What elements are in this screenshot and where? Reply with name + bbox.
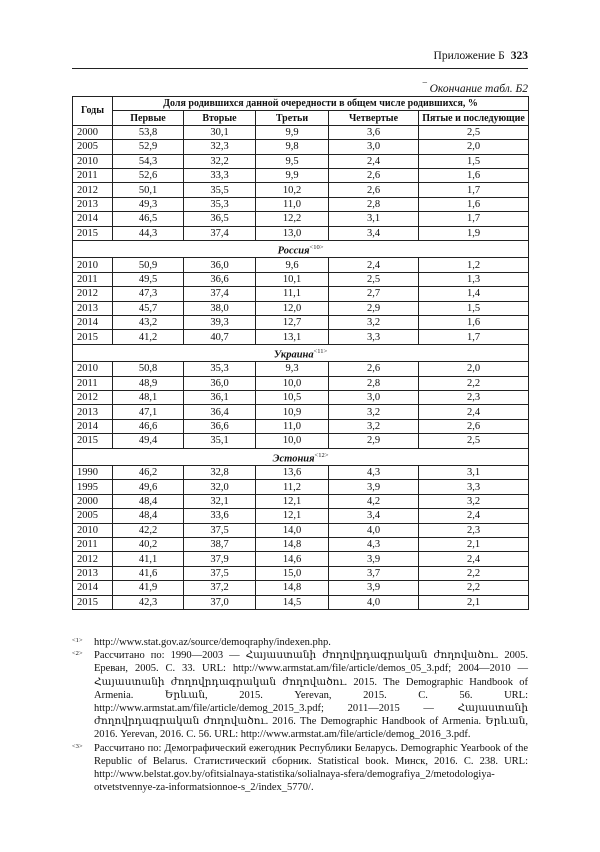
value-cell: 9,9 <box>256 168 329 182</box>
table-row <box>73 509 529 523</box>
value-cell: 1,4 <box>419 287 529 301</box>
table-row <box>73 494 529 508</box>
value-cell: 9,9 <box>256 125 329 139</box>
year-cell: 2010 <box>73 154 113 168</box>
table-row <box>73 212 529 226</box>
value-cell: 2,9 <box>329 434 419 448</box>
value-cell: 47,3 <box>113 287 184 301</box>
table-row <box>73 287 529 301</box>
running-header <box>72 50 528 68</box>
value-cell: 1,5 <box>419 154 529 168</box>
table-header-row <box>73 97 529 111</box>
value-cell: 15,0 <box>256 566 329 580</box>
table-row <box>73 466 529 480</box>
value-cell: 48,4 <box>113 509 184 523</box>
col-header: Третьи <box>256 111 329 125</box>
value-cell: 10,0 <box>256 434 329 448</box>
footnote-marker: <1> <box>72 637 83 644</box>
value-cell: 1,3 <box>419 272 529 286</box>
value-cell: 46,6 <box>113 419 184 433</box>
section-footnote-ref: <11> <box>313 347 328 355</box>
table-caption: ‾ Окончание табл. Б2 <box>422 83 528 95</box>
value-cell: 37,0 <box>184 595 256 609</box>
value-cell: 2,2 <box>419 376 529 390</box>
value-cell: 32,3 <box>184 140 256 154</box>
section-name: Украина <box>273 349 314 361</box>
table-row <box>73 197 529 211</box>
value-cell: 35,3 <box>184 197 256 211</box>
value-cell: 3,4 <box>329 226 419 240</box>
value-cell: 3,1 <box>329 212 419 226</box>
value-cell: 11,0 <box>256 197 329 211</box>
value-cell: 2,1 <box>419 595 529 609</box>
footnote <box>72 636 528 649</box>
value-cell: 50,1 <box>113 183 184 197</box>
value-cell: 49,5 <box>113 272 184 286</box>
section-row <box>73 240 529 258</box>
value-cell: 2,5 <box>419 434 529 448</box>
value-cell: 32,2 <box>184 154 256 168</box>
value-cell: 49,4 <box>113 434 184 448</box>
value-cell: 4,3 <box>329 538 419 552</box>
value-cell: 12,7 <box>256 315 329 329</box>
value-cell: 10,0 <box>256 376 329 390</box>
value-cell: 52,9 <box>113 140 184 154</box>
year-cell: 2014 <box>73 212 113 226</box>
value-cell: 32,1 <box>184 494 256 508</box>
value-cell: 47,1 <box>113 405 184 419</box>
year-cell: 2005 <box>73 140 113 154</box>
table-row <box>73 538 529 552</box>
value-cell: 39,3 <box>184 315 256 329</box>
table-row <box>73 140 529 154</box>
value-cell: 11,0 <box>256 419 329 433</box>
value-cell: 1,7 <box>419 183 529 197</box>
value-cell: 3,0 <box>329 391 419 405</box>
year-cell: 2010 <box>73 258 113 272</box>
value-cell: 48,4 <box>113 494 184 508</box>
value-cell: 37,2 <box>184 581 256 595</box>
year-cell: 2010 <box>73 362 113 376</box>
value-cell: 2,9 <box>329 301 419 315</box>
value-cell: 3,4 <box>329 509 419 523</box>
col-header: Четвертые <box>329 111 419 125</box>
value-cell: 41,1 <box>113 552 184 566</box>
value-cell: 4,2 <box>329 494 419 508</box>
value-cell: 14,8 <box>256 581 329 595</box>
section-name: Россия <box>277 245 310 257</box>
value-cell: 54,3 <box>113 154 184 168</box>
section-title <box>73 240 529 258</box>
year-cell: 2014 <box>73 581 113 595</box>
value-cell: 9,3 <box>256 362 329 376</box>
footnote-marker: <3> <box>72 742 83 750</box>
table-row <box>73 258 529 272</box>
value-cell: 2,0 <box>419 362 529 376</box>
value-cell: 36,0 <box>184 376 256 390</box>
value-cell: 2,4 <box>419 405 529 419</box>
value-cell: 3,9 <box>329 581 419 595</box>
value-cell: 3,2 <box>329 419 419 433</box>
table-row <box>73 226 529 240</box>
section-footnote-ref: <10> <box>309 243 324 251</box>
value-cell: 33,3 <box>184 168 256 182</box>
year-cell: 2012 <box>73 287 113 301</box>
value-cell: 9,5 <box>256 154 329 168</box>
header-rule <box>72 68 528 69</box>
value-cell: 1,9 <box>419 226 529 240</box>
year-cell: 2012 <box>73 391 113 405</box>
value-cell: 1,6 <box>419 168 529 182</box>
value-cell: 3,2 <box>419 494 529 508</box>
section-title <box>73 344 529 362</box>
footnote <box>72 742 528 795</box>
year-cell: 2015 <box>73 595 113 609</box>
value-cell: 37,5 <box>184 566 256 580</box>
year-cell: 2013 <box>73 566 113 580</box>
value-cell: 36,5 <box>184 212 256 226</box>
value-cell: 42,3 <box>113 595 184 609</box>
table-row <box>73 480 529 494</box>
value-cell: 35,5 <box>184 183 256 197</box>
value-cell: 36,1 <box>184 391 256 405</box>
value-cell: 4,0 <box>329 523 419 537</box>
year-cell: 2015 <box>73 226 113 240</box>
value-cell: 10,5 <box>256 391 329 405</box>
value-cell: 2,4 <box>419 509 529 523</box>
value-cell: 11,1 <box>256 287 329 301</box>
value-cell: 2,6 <box>419 419 529 433</box>
value-cell: 4,0 <box>329 595 419 609</box>
table-row <box>73 419 529 433</box>
value-cell: 1,2 <box>419 258 529 272</box>
value-cell: 45,7 <box>113 301 184 315</box>
value-cell: 10,2 <box>256 183 329 197</box>
group-header: Доля родившихся данной очередности в общем числе родившихся, % <box>113 97 529 111</box>
table-row <box>73 405 529 419</box>
value-cell: 50,8 <box>113 362 184 376</box>
table-row <box>73 272 529 286</box>
header-section: Приложение Б <box>433 50 505 62</box>
value-cell: 32,8 <box>184 466 256 480</box>
year-cell: 2010 <box>73 523 113 537</box>
year-cell: 2014 <box>73 315 113 329</box>
value-cell: 10,9 <box>256 405 329 419</box>
value-cell: 2,7 <box>329 287 419 301</box>
value-cell: 3,2 <box>329 405 419 419</box>
value-cell: 35,3 <box>184 362 256 376</box>
value-cell: 2,6 <box>329 362 419 376</box>
value-cell: 12,1 <box>256 509 329 523</box>
value-cell: 3,2 <box>329 315 419 329</box>
value-cell: 3,9 <box>329 552 419 566</box>
section-title <box>73 448 529 466</box>
value-cell: 2,4 <box>329 258 419 272</box>
value-cell: 2,5 <box>419 125 529 139</box>
footnote-marker: <2> <box>72 650 83 658</box>
section-footnote-ref: <12> <box>314 451 329 459</box>
value-cell: 14,6 <box>256 552 329 566</box>
year-cell: 2012 <box>73 552 113 566</box>
value-cell: 12,1 <box>256 494 329 508</box>
value-cell: 33,6 <box>184 509 256 523</box>
value-cell: 38,7 <box>184 538 256 552</box>
year-cell: 2000 <box>73 125 113 139</box>
value-cell: 40,7 <box>184 330 256 344</box>
birth-order-table <box>72 96 529 610</box>
value-cell: 9,8 <box>256 140 329 154</box>
year-cell: 2015 <box>73 434 113 448</box>
value-cell: 2,1 <box>419 538 529 552</box>
year-cell: 2014 <box>73 419 113 433</box>
value-cell: 44,3 <box>113 226 184 240</box>
year-cell: 2013 <box>73 301 113 315</box>
table-row <box>73 391 529 405</box>
value-cell: 48,9 <box>113 376 184 390</box>
value-cell: 3,1 <box>419 466 529 480</box>
value-cell: 2,3 <box>419 523 529 537</box>
value-cell: 36,6 <box>184 272 256 286</box>
value-cell: 49,3 <box>113 197 184 211</box>
table-row <box>73 376 529 390</box>
table-row <box>73 434 529 448</box>
value-cell: 30,1 <box>184 125 256 139</box>
value-cell: 3,0 <box>329 140 419 154</box>
value-cell: 41,2 <box>113 330 184 344</box>
value-cell: 37,4 <box>184 226 256 240</box>
table-row <box>73 183 529 197</box>
table-row <box>73 581 529 595</box>
value-cell: 38,0 <box>184 301 256 315</box>
value-cell: 37,9 <box>184 552 256 566</box>
value-cell: 2,4 <box>419 552 529 566</box>
year-cell: 2013 <box>73 197 113 211</box>
value-cell: 41,6 <box>113 566 184 580</box>
value-cell: 36,0 <box>184 258 256 272</box>
table-row <box>73 330 529 344</box>
value-cell: 4,3 <box>329 466 419 480</box>
value-cell: 50,9 <box>113 258 184 272</box>
value-cell: 46,5 <box>113 212 184 226</box>
year-cell: 2012 <box>73 183 113 197</box>
table-row <box>73 125 529 139</box>
value-cell: 13,1 <box>256 330 329 344</box>
value-cell: 12,2 <box>256 212 329 226</box>
year-cell: 2011 <box>73 538 113 552</box>
footnote-text: Рассчитано по: Демографический ежегодник Республики Беларусь. Demographic Yearbook of the Republic of Belarus. Статистический сборник. Statistical book. Минск, 2016. С. 238. URL: http://www.belstat.gov.by/ofitsialnaya-statistika/solialnaya-sfera/demografiya_2/metodologiya-otvetstvennye-za-informatsionnoe-s_2/index_5770/. <box>94 742 528 794</box>
table-body <box>73 125 529 609</box>
value-cell: 2,2 <box>419 566 529 580</box>
value-cell: 14,8 <box>256 538 329 552</box>
value-cell: 53,8 <box>113 125 184 139</box>
table-row <box>73 595 529 609</box>
col-header: Первые <box>113 111 184 125</box>
col-header: Пятые и последующие <box>419 111 529 125</box>
value-cell: 43,2 <box>113 315 184 329</box>
value-cell: 32,0 <box>184 480 256 494</box>
value-cell: 2,2 <box>419 581 529 595</box>
value-cell: 36,6 <box>184 419 256 433</box>
table-row <box>73 523 529 537</box>
year-cell: 1995 <box>73 480 113 494</box>
header-title <box>434 50 528 62</box>
value-cell: 13,6 <box>256 466 329 480</box>
value-cell: 48,1 <box>113 391 184 405</box>
value-cell: 36,4 <box>184 405 256 419</box>
value-cell: 10,1 <box>256 272 329 286</box>
year-cell: 2011 <box>73 168 113 182</box>
value-cell: 3,9 <box>329 480 419 494</box>
value-cell: 52,6 <box>113 168 184 182</box>
value-cell: 3,3 <box>419 480 529 494</box>
value-cell: 42,2 <box>113 523 184 537</box>
value-cell: 1,7 <box>419 330 529 344</box>
value-cell: 14,0 <box>256 523 329 537</box>
col-header: Вторые <box>184 111 256 125</box>
value-cell: 3,7 <box>329 566 419 580</box>
value-cell: 49,6 <box>113 480 184 494</box>
value-cell: 2,8 <box>329 376 419 390</box>
table-row <box>73 566 529 580</box>
table-row <box>73 552 529 566</box>
value-cell: 3,3 <box>329 330 419 344</box>
year-cell: 2011 <box>73 376 113 390</box>
footnote-text: http://www.stat.gov.az/source/demoqraphy/indexen.php. <box>94 637 331 648</box>
value-cell: 37,5 <box>184 523 256 537</box>
value-cell: 11,2 <box>256 480 329 494</box>
table-row <box>73 362 529 376</box>
year-cell: 2013 <box>73 405 113 419</box>
value-cell: 2,6 <box>329 168 419 182</box>
value-cell: 13,0 <box>256 226 329 240</box>
value-cell: 46,2 <box>113 466 184 480</box>
value-cell: 2,6 <box>329 183 419 197</box>
value-cell: 2,0 <box>419 140 529 154</box>
value-cell: 2,3 <box>419 391 529 405</box>
year-cell: 1990 <box>73 466 113 480</box>
value-cell: 2,5 <box>329 272 419 286</box>
year-cell: 2015 <box>73 330 113 344</box>
value-cell: 9,6 <box>256 258 329 272</box>
col-year-header: Годы <box>73 97 113 126</box>
year-cell: 2011 <box>73 272 113 286</box>
table-row <box>73 301 529 315</box>
value-cell: 37,4 <box>184 287 256 301</box>
value-cell: 40,2 <box>113 538 184 552</box>
value-cell: 1,7 <box>419 212 529 226</box>
value-cell: 35,1 <box>184 434 256 448</box>
value-cell: 1,6 <box>419 315 529 329</box>
footnote <box>72 649 528 741</box>
table-row <box>73 315 529 329</box>
value-cell: 1,6 <box>419 197 529 211</box>
section-name: Эстония <box>272 453 315 465</box>
year-cell: 2000 <box>73 494 113 508</box>
section-row <box>73 448 529 466</box>
table-row <box>73 168 529 182</box>
value-cell: 1,5 <box>419 301 529 315</box>
value-cell: 2,4 <box>329 154 419 168</box>
footnote-text: Рассчитано по: 1990—2003 — Հայաստանի ժողովրդագրական ժողովածու. 2005. Ереван, 2005. С. 33. URL: http://www.armstat.am/file/article/demos_05_3.pdf; 2004—2010 — Հայաստանի ժողովրդագրական ժողովածու. 2015. The Demographic Handbook of Armenia. Երևան, 2015. Yerevan, 2015. С. 56. URL: http://www.armstat.am/file/article/demog_2015_3.pdf; 2011—2015 — Հայաստանի ժողովրդագրական ժողովածու. 2016. The Demographic Handbook of Armenia. Երևան, 2016. Yerevan, 2016. С. 56. URL: http://www.armstat.am/file/article/demog_2016_3.pdf. <box>94 650 528 741</box>
footnotes <box>72 636 528 794</box>
year-cell: 2005 <box>73 509 113 523</box>
table-subheader-row <box>73 111 529 125</box>
page-number: 323 <box>510 50 528 62</box>
value-cell: 12,0 <box>256 301 329 315</box>
section-row <box>73 344 529 362</box>
value-cell: 3,6 <box>329 125 419 139</box>
value-cell: 2,8 <box>329 197 419 211</box>
value-cell: 14,5 <box>256 595 329 609</box>
table-row <box>73 154 529 168</box>
value-cell: 41,9 <box>113 581 184 595</box>
